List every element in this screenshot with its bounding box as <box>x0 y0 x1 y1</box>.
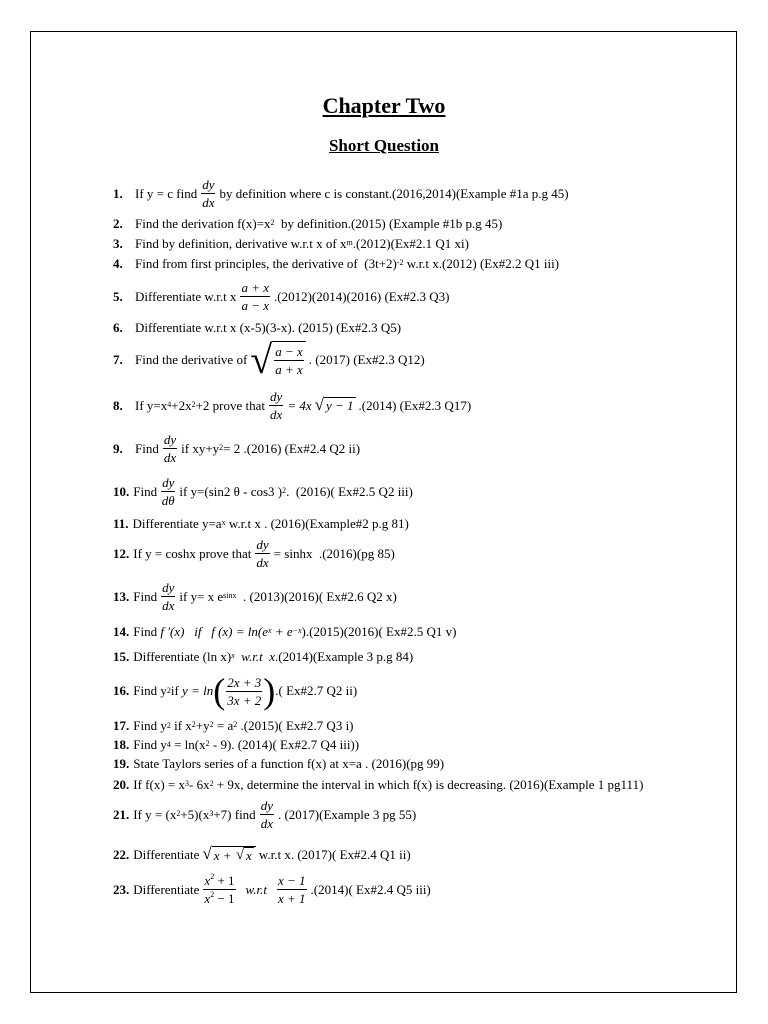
question-13: 13. Find $\frac{dy}{dx}$ if y= x e $^{sinx}$ . (2013)(2016)( Ex#2.6 Q2 x) <box>113 580 397 613</box>
question-8: 8. If y=x $^4$ +2x $^2$ +2 prove that $\frac{dy}{dx}$ = 4x √ y − 1 .(2014) (Ex#2.3 Q17) <box>113 389 472 422</box>
question-14: 14. Find f ′(x) if f (x) = ln(e $^x$ + e $^{-x}$ ) .(2015)(2016)( Ex#2.5 Q1 v) <box>113 624 457 639</box>
question-12: 12. If y = coshx prove that $\frac{dy}{dx}$ = sinhx .(2016)(pg 85) <box>113 537 395 570</box>
question-22: 22. Differentiate √ x + √ x w.r.t x. (2017)( Ex#2.4 Q1 ii) <box>113 844 411 863</box>
question-1: 1. If y = c find $\frac{dy}{dx}$ by definition where c is constant.(2016,2014)(Example #1a p.g 45) <box>113 177 569 210</box>
question-21: 21. If y = (x $^2$ +5)(x $^3$ +7) find $\frac{dy}{dx}$ . (2017)(Example 3 pg 55) <box>113 798 417 831</box>
dy-dx-fraction: $\frac{dy}{dx}$ <box>256 537 269 570</box>
question-9: 9. Find $\frac{dy}{dx}$ if xy+y $^2$ = 2 .(2016) (Ex#2.4 Q2 ii) <box>113 432 361 465</box>
question-4: 4. Find from first principles, the derivative of (3t+2) $^{-2}$ w.r.t x.(2012) (Ex#2.2 Q1 iii) <box>113 256 560 271</box>
a-plus-x-over-a-minus-x: $\frac{a + x}{a - x}$ <box>241 280 269 313</box>
dy-dx-fraction: $\frac{dy}{dx}$ <box>202 177 215 210</box>
section-subtitle: Short Question <box>328 136 440 155</box>
question-5: 5. Differentiate w.r.t x $\frac{a + x}{a - x}$ .(2012)(2014)(2016) (Ex#2.3 Q3) <box>113 280 450 313</box>
nested-square-root: √ x + √ x <box>202 846 255 864</box>
question-6: 6. Differentiate w.r.t x (x-5)(3-x). (2015) (Ex#2.3 Q5) <box>113 320 402 335</box>
chapter-title: Chapter Two <box>322 93 446 118</box>
dy-dx-fraction: $\frac{dy}{dx}$ <box>163 432 177 465</box>
square-root-y-minus-1: √ y − 1 <box>314 395 354 414</box>
question-19: 19. State Taylors series of a function f(x) at x=a . (2016)(pg 99) <box>113 756 445 771</box>
question-10: 10. Find $\frac{dy}{d\theta}$ if y=(sin2 θ - cos3 ) $^2$ . (2016)( Ex#2.5 Q2 iii) <box>113 475 413 508</box>
question-2: 2. Find the derivation f(x)=x $^2$ by definition.(2015) (Example #1b p.g 45) <box>113 216 503 231</box>
question-23: 23. Differentiate $\frac{x^2 + 1}{x^2 - 1}$ w.r.t $\frac{x - 1}{x + 1}$ .(2014)( Ex#2.4 Q5 iii) <box>113 871 431 906</box>
question-16: 16. Find y 2 if y = ln ( $\frac{2x + 3}{3x + 2}$ ) .( Ex#2.7 Q2 ii) <box>113 671 358 711</box>
x2-plus-1-over-x2-minus-1: $\frac{x^2 + 1}{x^2 - 1}$ <box>204 871 235 906</box>
question-18: 18. Find y 4 = ln(x $^2$ - 9). (2014)( Ex#2.7 Q4 iii)) <box>113 737 360 752</box>
dy-dx-fraction: $\frac{dy}{dx}$ <box>260 798 273 831</box>
question-17: 17. Find y 2 if x $^2$ +y $^2$ = a $^2$ .(2015)( Ex#2.7 Q3 i) <box>113 718 354 733</box>
question-3: 3. Find by definition, derivative w.r.t x of x $^m$ .(2012)(Ex#2.1 Q1 xi) <box>113 236 469 251</box>
dy-dtheta-fraction: $\frac{dy}{d\theta}$ <box>161 475 175 508</box>
question-7: 7. Find the derivative of √ $\frac{a - x}{a + x}$ . (2017) (Ex#2.3 Q12) <box>113 337 425 382</box>
x-minus-1-over-x-plus-1: $\frac{x - 1}{x + 1}$ <box>277 873 306 906</box>
square-root-fraction: √ $\frac{a - x}{a + x}$ <box>250 341 306 379</box>
question-20: 20. If f(x) = x $^3$ - 6x $^2$ + 9x, determine the interval in which f(x) is decreasing. (2016)(Example 1 pg111) <box>113 777 644 792</box>
question-11: 11. Differentiate y=a $^x$ w.r.t x . (2016)(Example#2 p.g 81) <box>113 516 409 531</box>
question-15: 15. Differentiate (ln x) $^x$ w.r.t x .(2014)(Example 3 p.g 84) <box>113 649 414 664</box>
dy-dx-fraction: $\frac{dy}{dx}$ <box>162 580 175 613</box>
ln-argument-fraction: $\frac{2x + 3}{3x + 2}$ <box>227 674 262 708</box>
dy-dx-fraction: $\frac{dy}{dx}$ <box>270 389 283 422</box>
